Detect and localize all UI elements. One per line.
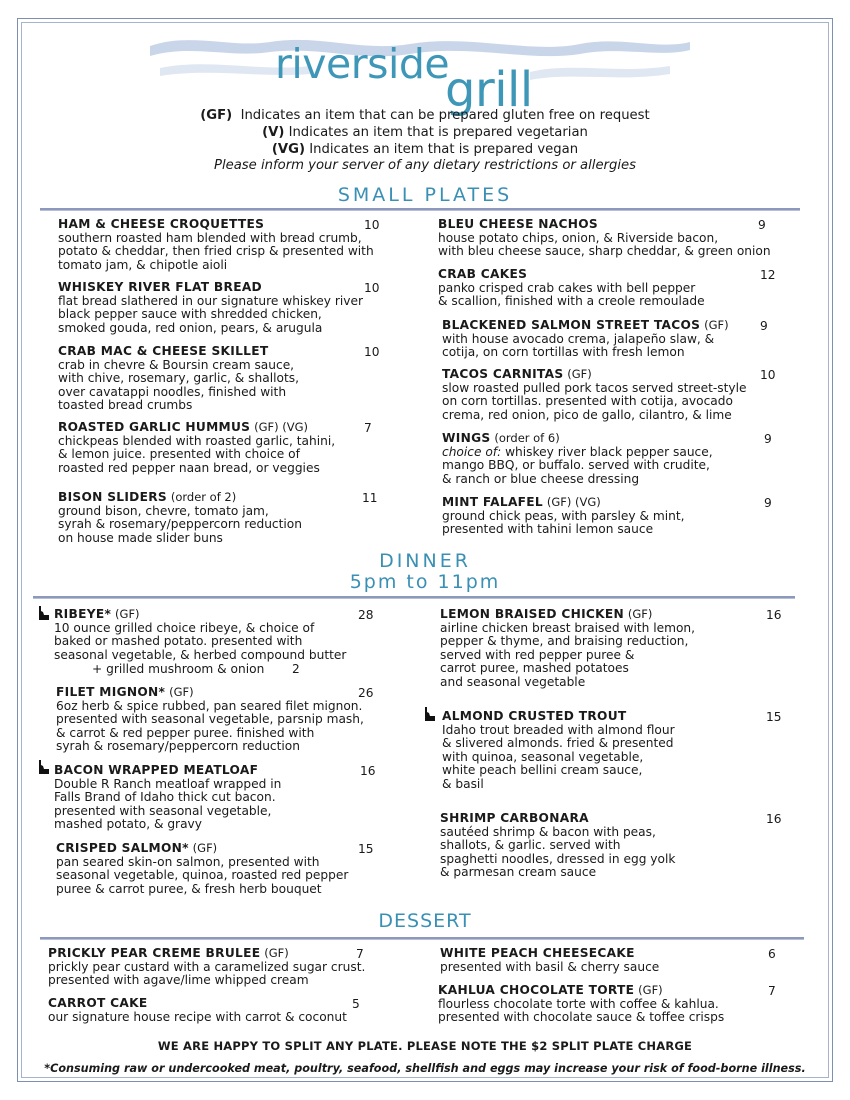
- item-price: 7: [768, 984, 776, 998]
- menu-item: WINGS (order of 6) choice of: whiskey river black pepper sauce, mango BBQ, or buffalo. served with crudite, & ranch or blue cheese dressing: [442, 431, 713, 486]
- menu-item: WHITE PEACH CHEESECAKE presented with basil & cherry sauce: [440, 946, 660, 974]
- legend-note: Please inform your server of any dietary restrictions or allergies: [214, 158, 636, 173]
- divider-dinner: [33, 596, 795, 599]
- logo-word-riverside: riverside: [275, 40, 450, 88]
- food-safety-warning: *Consuming raw or undercooked meat, poultry, seafood, shellfish and eggs may increase your risk of food-borne illness.: [44, 1062, 806, 1075]
- dinner-hours: 5pm to 11pm: [349, 571, 501, 593]
- menu-item: KAHLUA CHOCOLATE TORTE (GF) flourless chocolate torte with coffee & kahlua. presented with chocolate sauce & toffee crisps: [438, 983, 725, 1025]
- section-title-small-plates: SMALL PLATES: [337, 184, 513, 206]
- item-price: 6: [768, 947, 776, 961]
- menu-item: BLEU CHEESE NACHOS house potato chips, onion, & Riverside bacon, with bleu cheese sauce, sharp cheddar, & green onion: [438, 217, 771, 259]
- legend-vg: (VG) Indicates an item that is prepared vegan: [271, 142, 579, 157]
- menu-item: BACON WRAPPED MEATLOAF Double R Ranch meatloaf wrapped in Falls Brand of Idaho thick cut bacon. presented with seasonal vegetable, mashed potato, & gravy: [54, 763, 282, 832]
- split-plate-notice: WE ARE HAPPY TO SPLIT ANY PLATE. PLEASE NOTE THE $2 SPLIT PLATE CHARGE: [157, 1039, 693, 1053]
- item-price: 16: [360, 764, 376, 778]
- item-price: 10: [760, 368, 776, 382]
- item-price: 10: [364, 345, 380, 359]
- item-price: 9: [758, 218, 766, 232]
- ribeye-addon-price: 2: [292, 662, 300, 676]
- menu-item: SHRIMP CARBONARA sautéed shrimp & bacon with peas, shallots, & garlic. served with spaghetti noodles, dressed in egg yolk & parmesan cream sauce: [440, 811, 676, 880]
- menu-item: BLACKENED SALMON STREET TACOS (GF) with house avocado crema, jalapeño slaw, & cotija, on corn tortillas with fresh lemon: [442, 318, 729, 360]
- item-price: 15: [766, 710, 782, 724]
- item-price: 11: [362, 491, 378, 505]
- menu-item: RIBEYE* (GF) 10 ounce grilled choice ribeye, & choice of baked or mashed potato. presented with seasonal vegetable, & herbed compound butter: [54, 607, 347, 662]
- item-price: 5: [352, 997, 360, 1011]
- logo-word-grill: grill: [445, 62, 533, 118]
- menu-item: CRAB CAKES panko crisped crab cakes with bell pepper & scallion, finished with a creole remoulade: [438, 267, 705, 309]
- menu-item: FILET MIGNON* (GF) 6oz herb & spice rubbed, pan seared filet mignon. presented with seasonal vegetable, parsnip mash, & carrot & red pepper puree. finished with syrah & rosemary/peppercorn reduction: [56, 685, 364, 754]
- menu-item: ROASTED GARLIC HUMMUS (GF) (VG) chickpeas blended with roasted garlic, tahini, & lemon juice. presented with choice of roasted red pepper naan bread, or veggies: [58, 420, 336, 475]
- menu-item: CARROT CAKE our signature house recipe with carrot & coconut: [48, 996, 347, 1024]
- section-title-dessert: DESSERT: [378, 910, 472, 932]
- idaho-state-icon: [38, 760, 50, 774]
- idaho-state-icon: [424, 707, 436, 721]
- menu-item: LEMON BRAISED CHICKEN (GF) airline chicken breast braised with lemon, pepper & thyme, and braising reduction, served with red pepper puree & carrot puree, mashed potatoes and seasonal vegetable: [440, 607, 696, 689]
- menu-item: HAM & CHEESE CROQUETTES southern roasted ham blended with bread crumb, potato & cheddar, then fried crisp & presented with tomato jam, & chipotle aioli: [58, 217, 374, 272]
- divider-small-plates: [40, 208, 800, 211]
- menu-item: CRAB MAC & CHEESE SKILLET crab in chevre & Boursin cream sauce, with chive, rosemary, garlic, & shallots, over cavatappi noodles, finished with toasted bread crumbs: [58, 344, 299, 413]
- menu-item: TACOS CARNITAS (GF) slow roasted pulled pork tacos served street-style on corn tortillas. presented with cotija, avocado crema, red onion, pico de gallo, cilantro, & lime: [442, 367, 747, 422]
- item-price: 9: [760, 319, 768, 333]
- section-title-dinner: DINNER: [379, 550, 471, 572]
- item-price: 10: [364, 218, 380, 232]
- item-price: 9: [764, 496, 772, 510]
- item-price: 9: [764, 432, 772, 446]
- item-price: 7: [356, 947, 364, 961]
- menu-item: WHISKEY RIVER FLAT BREAD flat bread slathered in our signature whiskey river black pepper sauce with shredded chicken, smoked gouda, red onion, pears, & arugula: [58, 280, 363, 335]
- item-price: 7: [364, 421, 372, 435]
- item-price: 16: [766, 608, 782, 622]
- menu-item: CRISPED SALMON* (GF) pan seared skin-on salmon, presented with seasonal vegetable, quinoa, roasted red pepper puree & carrot puree, & fresh herb bouquet: [56, 841, 349, 896]
- item-price: 15: [358, 842, 374, 856]
- item-price: 12: [760, 268, 776, 282]
- idaho-state-icon: [38, 606, 50, 620]
- legend-gf: (GF) Indicates an item that can be prepared gluten free on request: [200, 108, 650, 123]
- item-price: 26: [358, 686, 374, 700]
- ribeye-addon: + grilled mushroom & onion: [92, 662, 265, 676]
- menu-item: PRICKLY PEAR CREME BRULEE (GF) prickly pear custard with a caramelized sugar crust. presented with agave/lime whipped cream: [48, 946, 366, 988]
- menu-item: ALMOND CRUSTED TROUT Idaho trout breaded with almond flour & slivered almonds. fried & presented with quinoa, seasonal vegetable, white peach bellini cream sauce, & basil: [442, 709, 675, 791]
- menu-item: BISON SLIDERS (order of 2) ground bison, chevre, tomato jam, syrah & rosemary/peppercorn reduction on house made slider buns: [58, 490, 302, 545]
- divider-dessert: [40, 937, 804, 940]
- item-price: 28: [358, 608, 374, 622]
- item-price: 16: [766, 812, 782, 826]
- item-price: 10: [364, 281, 380, 295]
- menu-item: MINT FALAFEL (GF) (VG) ground chick peas, with parsley & mint, presented with tahini lemon sauce: [442, 495, 685, 537]
- legend-v: (V) Indicates an item that is prepared vegetarian: [262, 125, 588, 140]
